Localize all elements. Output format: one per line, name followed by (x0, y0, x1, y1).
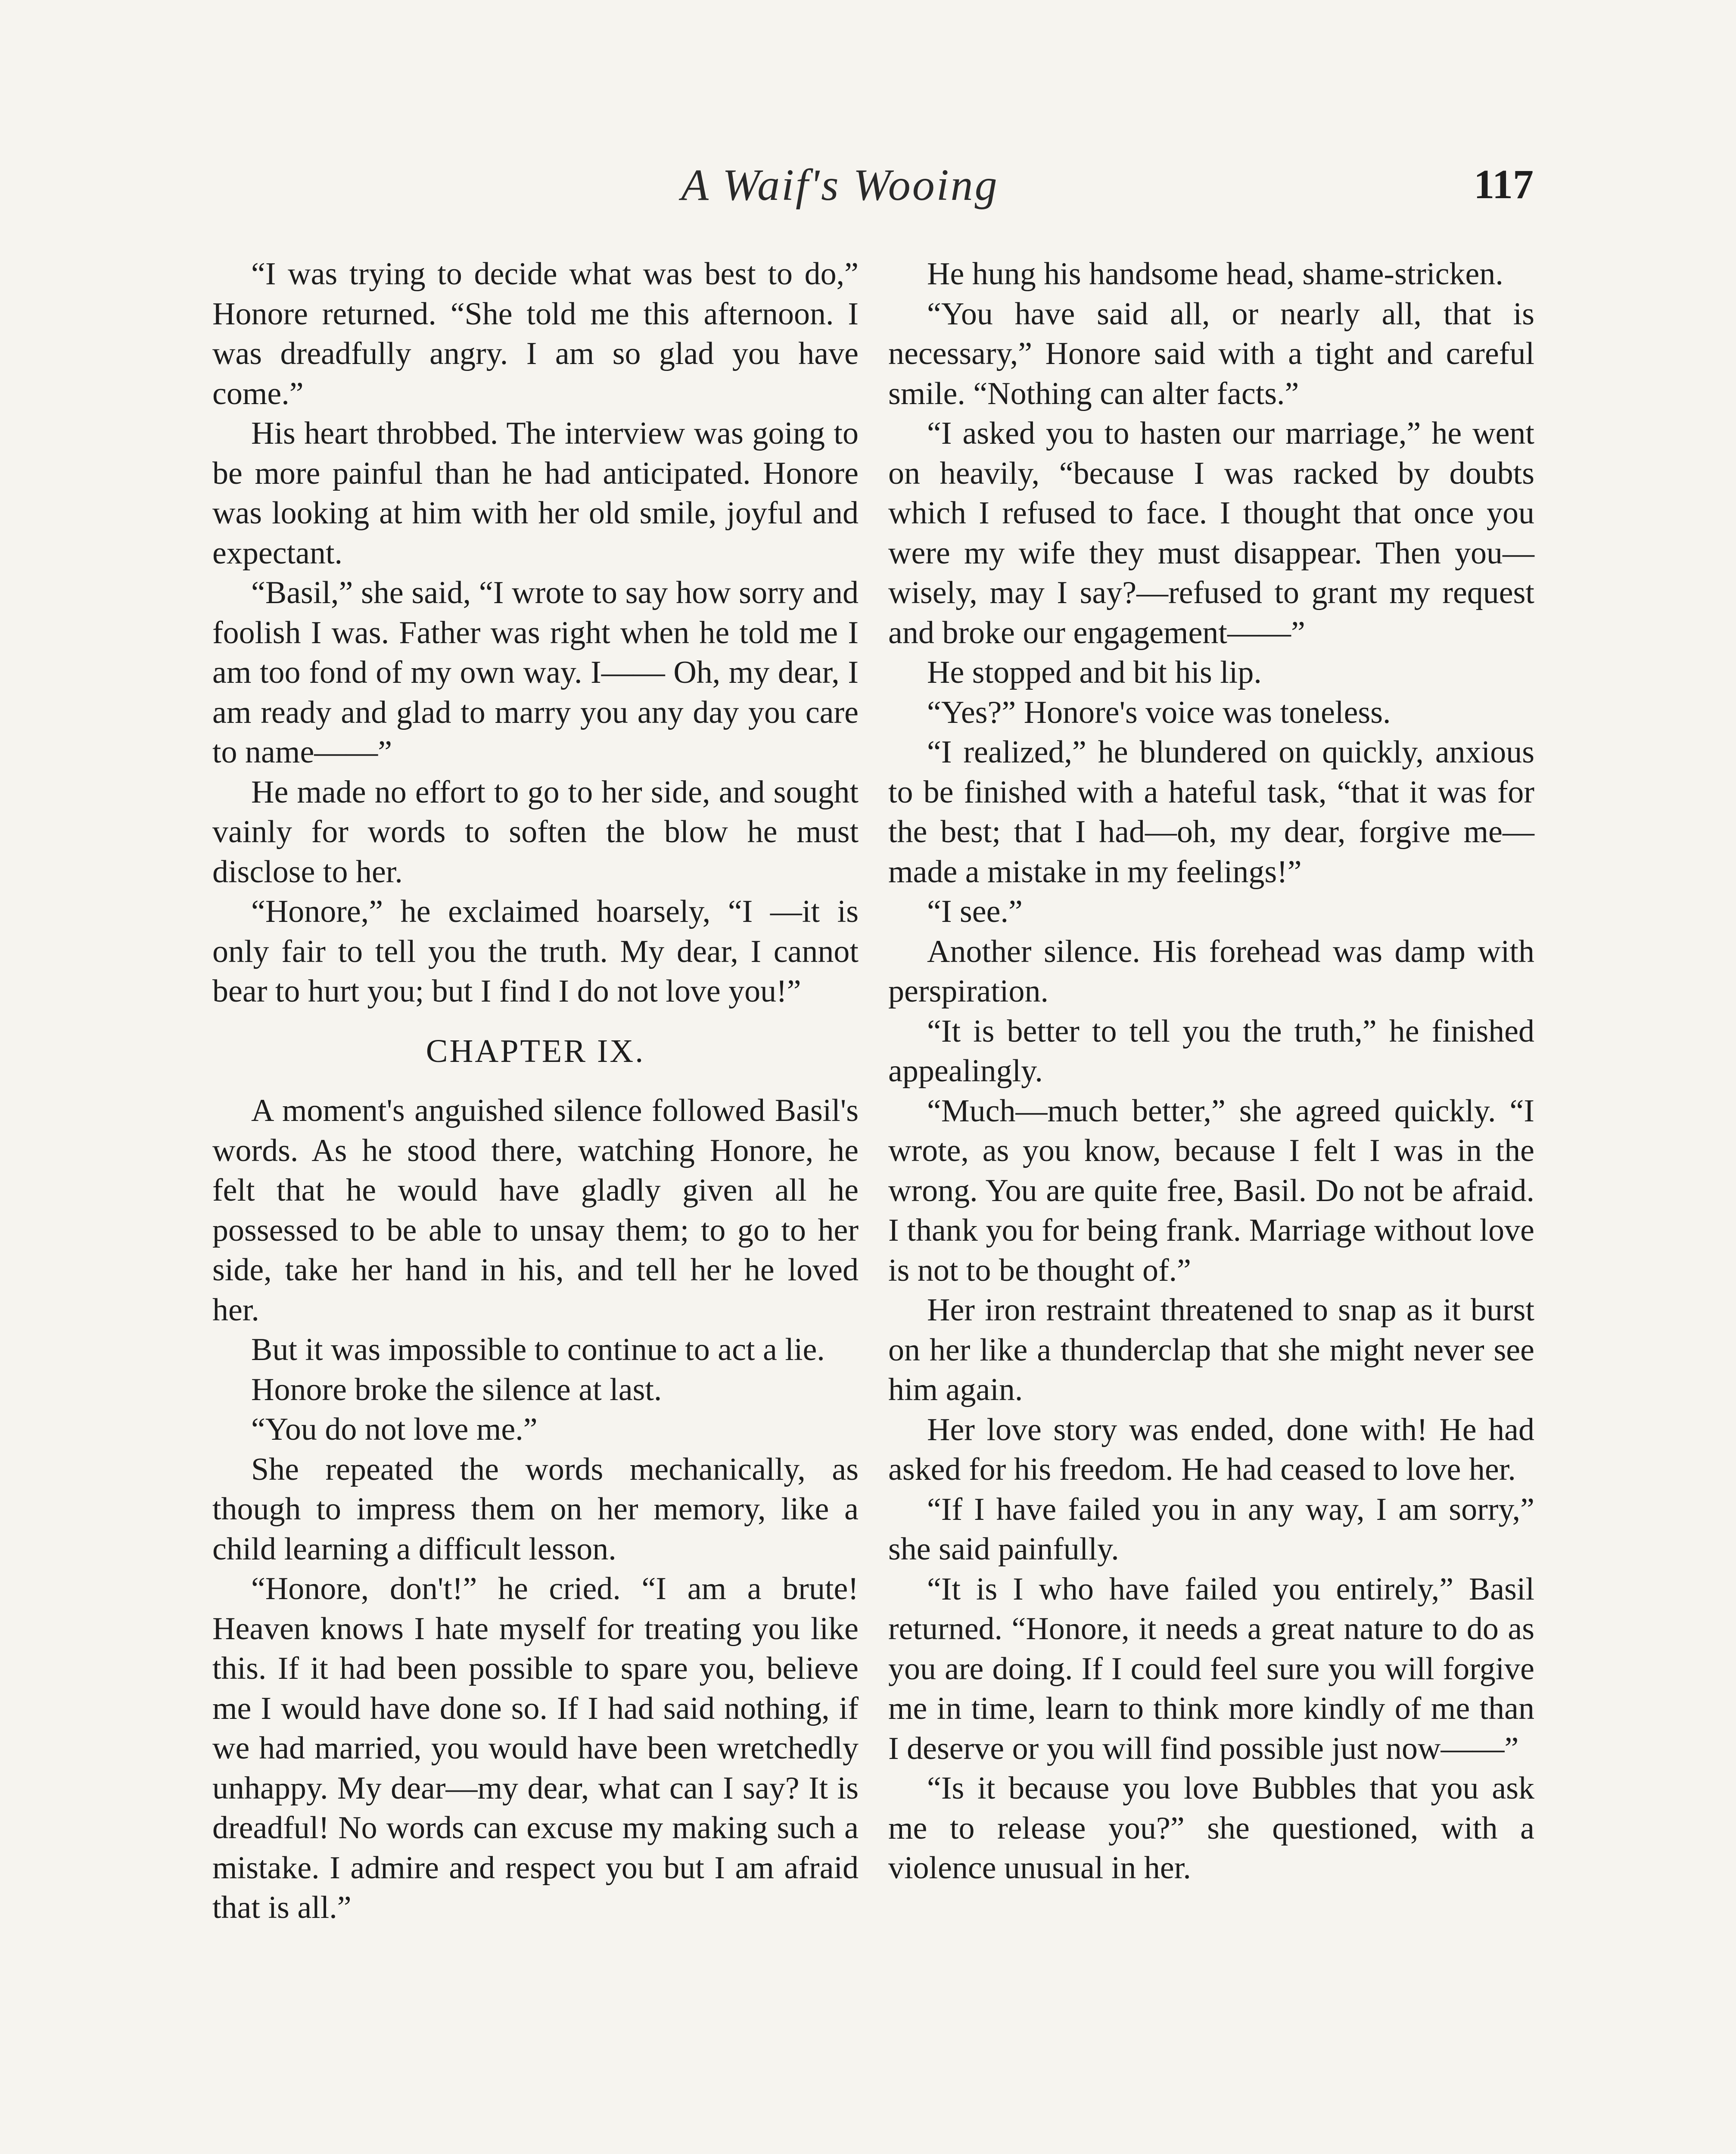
paragraph: He stopped and bit his lip. (927, 655, 1262, 690)
running-title: A Waif's Wooing (681, 160, 999, 210)
paragraph: “You do not love me.” (251, 1412, 538, 1447)
paragraph: “Honore, don't!” he cried. “I am a brute! Heaven knows I hate myself for treating you like this. If it had been possible to spare you, believe me I would have done so. If I had said nothing, if we had married, you would have been wretchedly unhappy. My dear—my dear, what can I say? It is dreadful! No words can excuse my making such a mistake. I admire and respect you but I am afraid that is all.” (212, 1571, 859, 1925)
paragraph: Her iron restraint threatened to snap as it burst on her like a thunderclap that she might never see him again. (888, 1292, 1534, 1407)
paragraph: His heart throbbed. The interview was going to be more painful than he had anticipated. Honore was looking at him with her old smile, joyful and expectant. (212, 416, 859, 571)
paragraph: Honore broke the silence at last. (251, 1372, 662, 1407)
paragraph: “If I have failed you in any way, I am sorry,” she said painfully. (888, 1491, 1534, 1567)
chapter-heading: CHAPTER IX. (426, 1033, 645, 1069)
paragraph: “I asked you to hasten our marriage,” he went on heavily, “because I was racked by doubts which I refused to face. I thought that once you were my wife they must disappear. Then you—wisely, may I say?—refused to grant my request and broke our engagement——” (888, 416, 1534, 651)
paragraph: Her love story was ended, done with! He had asked for his freedom. He had ceased to love her. (888, 1412, 1534, 1487)
paragraph: He hung his handsome head, shame-stricken. (927, 256, 1503, 292)
paragraph: “Yes?” Honore's voice was toneless. (927, 694, 1391, 730)
paragraph: “I was trying to decide what was best to do,” Honore returned. “She told me this afternoon. I was dreadfully angry. I am so glad you have come.” (212, 256, 859, 411)
paragraph: “I realized,” he blundered on quickly, anxious to be finished with a hateful task, “that it was for the best; that I had—oh, my dear, forgive me—made a mistake in my feelings!” (888, 735, 1534, 890)
paragraph: But it was impossible to continue to act a lie. (251, 1332, 825, 1367)
paragraph: “You have said all, or nearly all, that is necessary,” Honore said with a tight and careful smile. “Nothing can alter facts.” (888, 296, 1534, 411)
left-column (212, 254, 859, 1928)
paragraph: She repeated the words mechanically, as though to impress them on her memory, like a child learning a difficult lesson. (212, 1451, 859, 1567)
paragraph: “I see.” (927, 894, 1023, 929)
paragraph: “Is it because you love Bubbles that you ask me to release you?” she questioned, with a violence unusual in her. (888, 1771, 1534, 1886)
paragraph: A moment's anguished silence followed Basil's words. As he stood there, watching Honore, he felt that he would have gladly given all he possessed to be able to unsay them; to go to her side, take her hand in his, and tell her he loved her. (212, 1093, 859, 1328)
paragraph: “Honore,” he exclaimed hoarsely, “I —it is only fair to tell you the truth. My dear, I cannot bear to hurt you; but I find I do not love you!” (212, 894, 859, 1009)
right-column (888, 254, 1534, 1888)
paragraph: “Basil,” she said, “I wrote to say how sorry and foolish I was. Father was right when he told me I am too fond of my own way. I—— Oh, my dear, I am ready and glad to marry you any day you care to name——” (212, 575, 859, 770)
paragraph: “Much—much better,” she agreed quickly. “I wrote, as you know, because I felt I was in the wrong. You are quite free, Basil. Do not be afraid. I thank you for being frank. Marriage without love is not to be thought of.” (888, 1093, 1534, 1288)
paragraph: Another silence. His forehead was damp with perspiration. (888, 934, 1534, 1009)
paragraph: “It is better to tell you the truth,” he finished appealingly. (888, 1013, 1534, 1089)
page-number: 117 (1474, 161, 1534, 207)
paragraph: “It is I who have failed you entirely,” Basil returned. “Honore, it needs a great nature to do as you are doing. If I could feel sure you will forgive me in time, learn to think more kindly of me than I deserve or you will find possible just now——” (888, 1571, 1534, 1766)
paragraph: He made no effort to go to her side, and sought vainly for words to soften the blow he must disclose to her. (212, 774, 859, 890)
